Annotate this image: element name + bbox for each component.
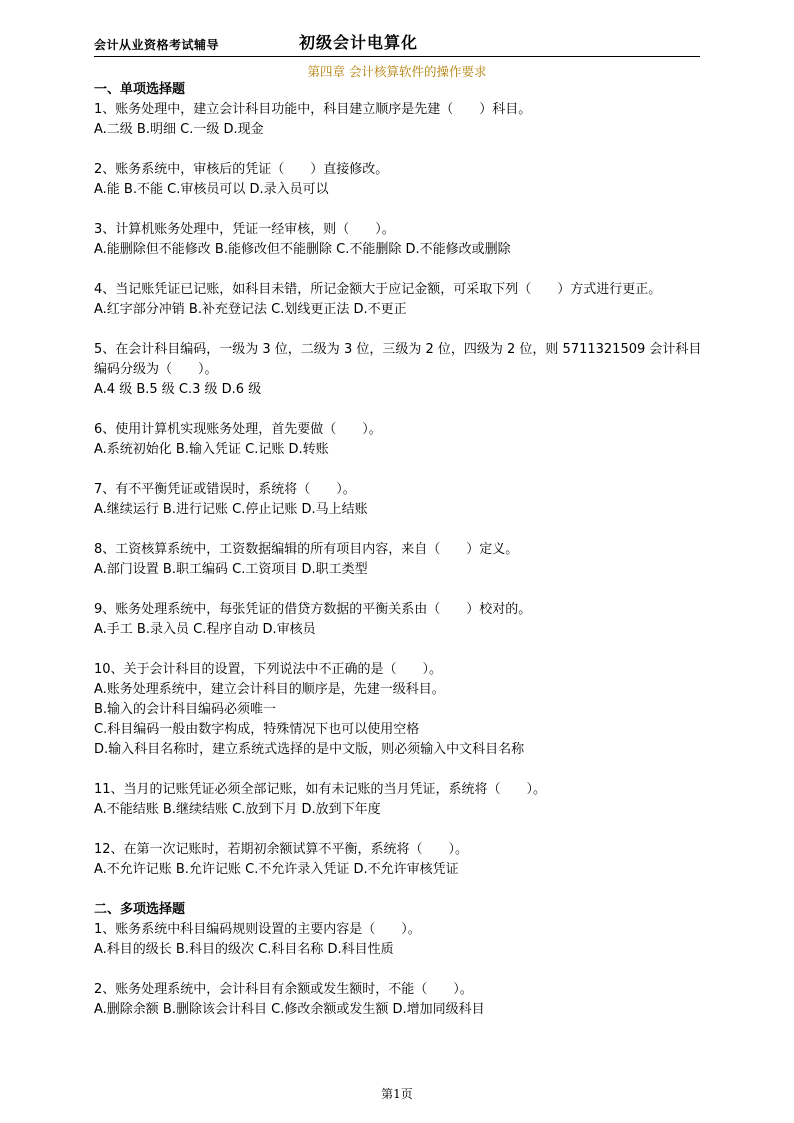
section-title: 一、单项选择题 xyxy=(94,82,186,97)
question-item xyxy=(94,480,714,520)
answer-options: A.部门设置 B.职工编码 C.工资项目 D.职工类型 xyxy=(94,562,368,577)
question-text: 6、使用计算机实现账务处理，首先要做（ ）。 xyxy=(94,422,382,437)
header-left-text: 会计从业资格考试辅导 xyxy=(94,38,220,52)
section-title: 二、多项选择题 xyxy=(94,902,186,917)
page-number: 第1页 xyxy=(381,1087,413,1101)
answer-options: A.系统初始化 B.输入凭证 C.记账 D.转账 xyxy=(94,442,329,457)
question-item xyxy=(94,980,714,1020)
answer-options: A.能 B.不能 C.审核员可以 D.录入员可以 xyxy=(94,182,329,197)
answer-options: A.4 级 B.5 级 C.3 级 D.6 级 xyxy=(94,382,262,397)
question-text: 1、账务处理中，建立会计科目功能中，科目建立顺序是先建（ ）科目。 xyxy=(94,102,532,117)
question-text: 3、计算机账务处理中，凭证一经审核，则（ ）。 xyxy=(94,222,395,237)
question-text: 9、账务处理系统中，每张凭证的借贷方数据的平衡关系由（ ）校对的。 xyxy=(94,602,532,617)
question-item xyxy=(94,160,714,200)
question-text: 1、账务系统中科目编码规则设置的主要内容是（ ）。 xyxy=(94,922,421,937)
answer-options: A.二级 B.明细 C.一级 D.现金 xyxy=(94,122,264,137)
question-item xyxy=(94,280,714,320)
question-item xyxy=(94,420,714,460)
answer-options: A.删除余额 B.删除该会计科目 C.修改余额或发生额 D.增加同级科目 xyxy=(94,1002,485,1017)
answer-options: C.科目编码一般由数字构成，特殊情况下也可以使用空格 xyxy=(94,722,420,737)
answer-options: B.输入的会计科目编码必须唯一 xyxy=(94,702,277,717)
question-item xyxy=(94,340,714,400)
question-text: 5、在会计科目编码，一级为 3 位，二级为 3 位，三级为 2 位，四级为 2 位，则 5711321509 会计科目编码分级为（ ）。 xyxy=(94,342,702,377)
question-section xyxy=(94,900,714,1020)
answer-options: A.红字部分冲销 B.补充登记法 C.划线更正法 D.不更正 xyxy=(94,302,407,317)
question-text: 8、工资核算系统中，工资数据编辑的所有项目内容，来自（ ）定义。 xyxy=(94,542,519,557)
question-item xyxy=(94,780,714,820)
question-item xyxy=(94,920,714,960)
question-text: 10、关于会计科目的设置，下列说法中不正确的是（ ）。 xyxy=(94,662,443,677)
header-title: 初级会计电算化 xyxy=(299,33,419,52)
question-item xyxy=(94,100,714,140)
question-text: 11、当月的记账凭证必须全部记账，如有未记账的当月凭证，系统将（ ）。 xyxy=(94,782,547,797)
answer-options: A.账务处理系统中，建立会计科目的顺序是，先建一级科目。 xyxy=(94,682,445,697)
question-content xyxy=(94,80,714,1040)
answer-options: A.科目的级长 B.科目的级次 C.科目名称 D.科目性质 xyxy=(94,942,394,957)
question-item xyxy=(94,660,714,760)
question-item xyxy=(94,840,714,880)
answer-options: A.手工 B.录入员 C.程序自动 D.审核员 xyxy=(94,622,316,637)
answer-options: A.继续运行 B.进行记账 C.停止记账 D.马上结账 xyxy=(94,502,368,517)
question-text: 7、有不平衡凭证或错误时，系统将（ ）。 xyxy=(94,482,356,497)
question-text: 12、在第一次记账时，若期初余额试算不平衡，系统将（ ）。 xyxy=(94,842,469,857)
answer-options: A.能删除但不能修改 B.能修改但不能删除 C.不能删除 D.不能修改或删除 xyxy=(94,242,511,257)
question-text: 2、账务处理系统中，会计科目有余额或发生额时，不能（ ）。 xyxy=(94,982,473,997)
answer-options: A.不能结账 B.继续结账 C.放到下月 D.放到下年度 xyxy=(94,802,381,817)
question-item xyxy=(94,540,714,580)
answer-options: A.不允许记账 B.允许记账 C.不允许录入凭证 D.不允许审核凭证 xyxy=(94,862,459,877)
question-section xyxy=(94,80,714,880)
question-item xyxy=(94,600,714,640)
question-item xyxy=(94,220,714,260)
chapter-title: 第四章 会计核算软件的操作要求 xyxy=(307,64,487,79)
question-text: 4、当记账凭证已记账，如科目未错，所记金额大于应记金额，可采取下列（ ）方式进行更正。 xyxy=(94,282,662,297)
answer-options: D.输入科目名称时，建立系统式选择的是中文版，则必须输入中文科目名称 xyxy=(94,742,525,757)
page-header xyxy=(94,30,700,57)
question-text: 2、账务系统中，审核后的凭证（ ）直接修改。 xyxy=(94,162,389,177)
